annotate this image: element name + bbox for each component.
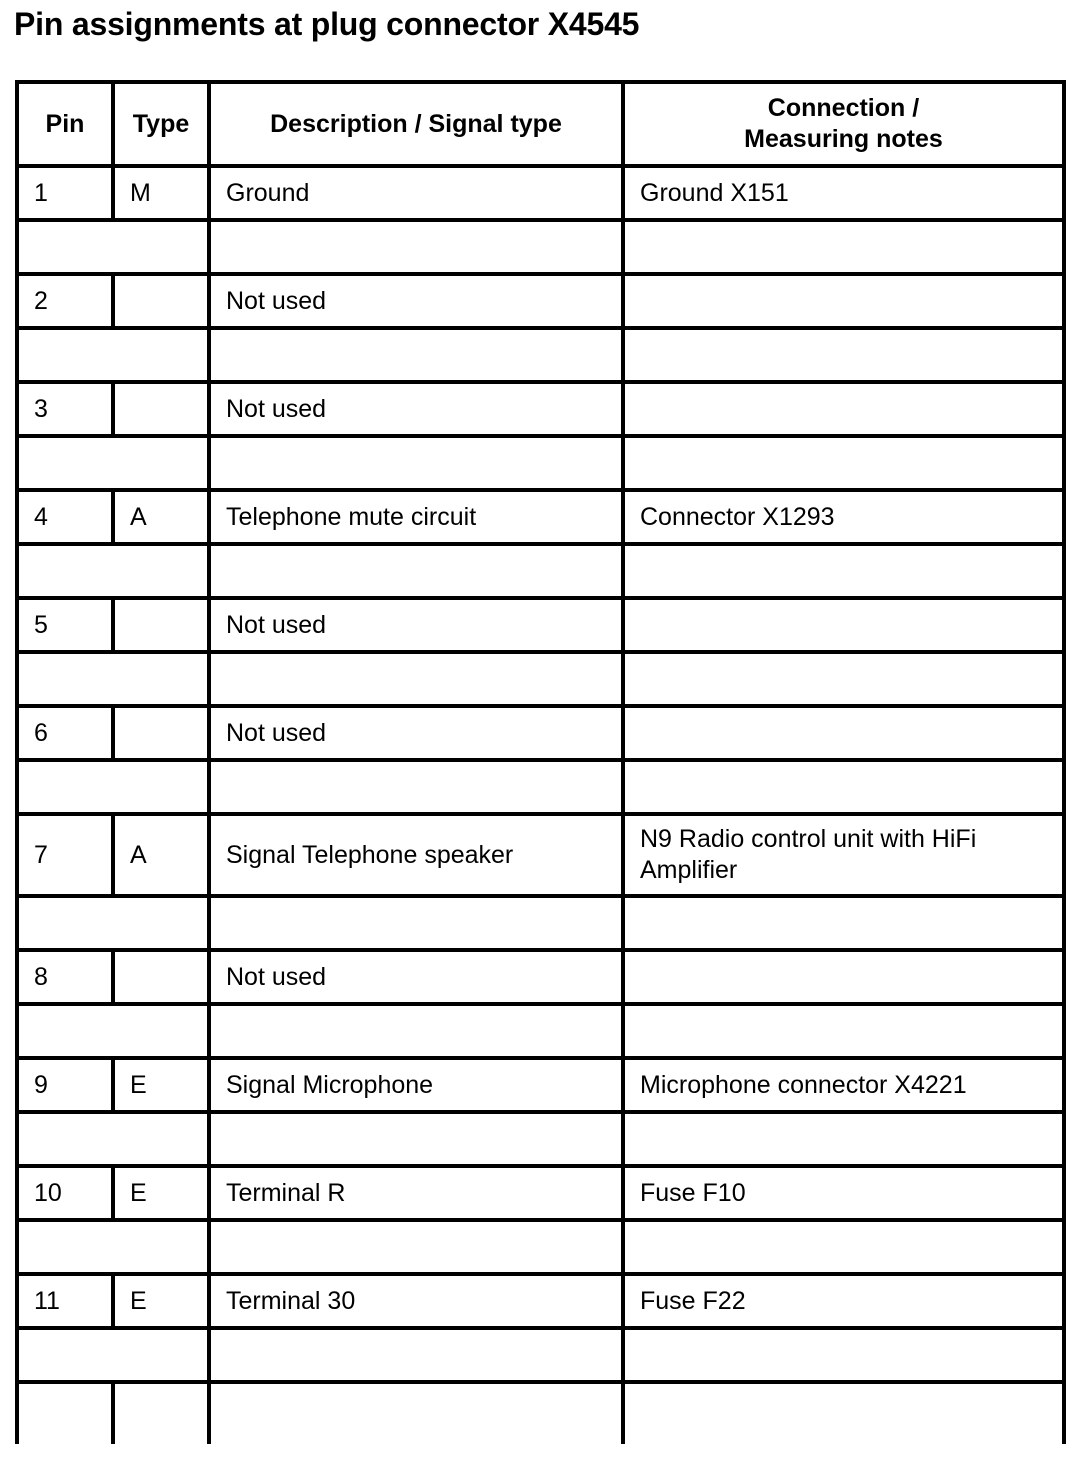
cell-type	[113, 950, 209, 1004]
spacer-cell	[17, 652, 209, 706]
header-connection-line2: Measuring notes	[744, 125, 943, 153]
cell-connection: N9 Radio control unit with HiFi Amplifier	[623, 814, 1064, 896]
spacer-cell	[623, 220, 1064, 274]
cell-connection: Fuse F10	[623, 1166, 1064, 1220]
table-row	[17, 274, 1064, 328]
cell-pin: 10	[17, 1166, 113, 1220]
spacer-cell	[209, 760, 623, 814]
header-description: Description / Signal type	[209, 82, 623, 166]
spacer-cell	[17, 1382, 113, 1444]
cell-connection: Fuse F22	[623, 1274, 1064, 1328]
spacer-cell	[623, 760, 1064, 814]
cell-pin: 11	[17, 1274, 113, 1328]
spacer-cell	[17, 760, 209, 814]
cell-pin: 3	[17, 382, 113, 436]
spacer-row	[17, 1220, 1064, 1274]
cell-type	[113, 598, 209, 652]
spacer-cell	[623, 1382, 1064, 1444]
spacer-cell	[623, 1004, 1064, 1058]
cell-pin: 4	[17, 490, 113, 544]
spacer-row	[17, 328, 1064, 382]
pin-assignment-table	[15, 80, 1066, 1444]
cell-type: M	[113, 166, 209, 220]
cell-description: Not used	[209, 598, 623, 652]
cell-connection	[623, 382, 1064, 436]
cell-type: A	[113, 814, 209, 896]
spacer-row	[17, 760, 1064, 814]
spacer-row	[17, 220, 1064, 274]
spacer-cell	[623, 1112, 1064, 1166]
spacer-cell	[17, 1112, 209, 1166]
spacer-row	[17, 544, 1064, 598]
cell-type	[113, 706, 209, 760]
spacer-cell	[623, 328, 1064, 382]
spacer-cell	[17, 544, 209, 598]
spacer-cell	[209, 896, 623, 950]
spacer-cell	[623, 652, 1064, 706]
spacer-cell	[17, 1328, 209, 1382]
spacer-cell	[623, 544, 1064, 598]
spacer-cell	[17, 328, 209, 382]
cell-pin: 7	[17, 814, 113, 896]
header-connection	[623, 82, 1064, 166]
page-title: Pin assignments at plug connector X4545	[14, 6, 640, 42]
table-row	[17, 1166, 1064, 1220]
spacer-cell	[113, 1382, 209, 1444]
spacer-cell	[209, 1382, 623, 1444]
table-row	[17, 166, 1064, 220]
cell-type: E	[113, 1166, 209, 1220]
cell-description: Ground	[209, 166, 623, 220]
cell-description: Not used	[209, 706, 623, 760]
cell-description: Telephone mute circuit	[209, 490, 623, 544]
cell-pin: 2	[17, 274, 113, 328]
spacer-cell	[209, 220, 623, 274]
spacer-cell	[17, 1220, 209, 1274]
table-row	[17, 814, 1064, 896]
cell-description: Signal Telephone speaker	[209, 814, 623, 896]
cell-pin: 6	[17, 706, 113, 760]
table-header-row	[17, 82, 1064, 166]
spacer-cell	[209, 1328, 623, 1382]
spacer-cell	[209, 1004, 623, 1058]
spacer-cell	[209, 436, 623, 490]
spacer-cell	[209, 328, 623, 382]
header-type: Type	[113, 82, 209, 166]
spacer-cell	[17, 896, 209, 950]
spacer-cell	[623, 1220, 1064, 1274]
spacer-row	[17, 896, 1064, 950]
cell-connection	[623, 706, 1064, 760]
spacer-cell	[623, 436, 1064, 490]
spacer-cell	[209, 1112, 623, 1166]
cell-description: Terminal 30	[209, 1274, 623, 1328]
table-row	[17, 706, 1064, 760]
spacer-cell	[209, 544, 623, 598]
cell-connection: Connector X1293	[623, 490, 1064, 544]
table-row	[17, 490, 1064, 544]
table-row-partial	[17, 1382, 1064, 1444]
spacer-cell	[17, 1004, 209, 1058]
cell-pin: 9	[17, 1058, 113, 1112]
cell-type: E	[113, 1058, 209, 1112]
cell-description: Not used	[209, 274, 623, 328]
spacer-row	[17, 652, 1064, 706]
spacer-row	[17, 1328, 1064, 1382]
cell-description: Not used	[209, 382, 623, 436]
cell-description: Terminal R	[209, 1166, 623, 1220]
header-connection-line1: Connection /	[767, 94, 920, 122]
cell-connection	[623, 274, 1064, 328]
table-row	[17, 1274, 1064, 1328]
cell-connection: Ground X151	[623, 166, 1064, 220]
spacer-cell	[209, 652, 623, 706]
spacer-cell	[17, 220, 209, 274]
table-row	[17, 1058, 1064, 1112]
spacer-row	[17, 1004, 1064, 1058]
spacer-cell	[209, 1220, 623, 1274]
spacer-cell	[17, 436, 209, 490]
cell-description: Not used	[209, 950, 623, 1004]
cell-type: A	[113, 490, 209, 544]
cell-type	[113, 274, 209, 328]
cell-pin: 5	[17, 598, 113, 652]
cell-connection	[623, 598, 1064, 652]
header-pin: Pin	[17, 82, 113, 166]
cell-type	[113, 382, 209, 436]
table-row	[17, 950, 1064, 1004]
table-row	[17, 382, 1064, 436]
table-row	[17, 598, 1064, 652]
spacer-cell	[623, 896, 1064, 950]
cell-type: E	[113, 1274, 209, 1328]
cell-pin: 8	[17, 950, 113, 1004]
spacer-cell	[623, 1328, 1064, 1382]
cell-connection	[623, 950, 1064, 1004]
spacer-row	[17, 1112, 1064, 1166]
cell-pin: 1	[17, 166, 113, 220]
cell-description: Signal Microphone	[209, 1058, 623, 1112]
spacer-row	[17, 436, 1064, 490]
cell-connection: Microphone connector X4221	[623, 1058, 1064, 1112]
